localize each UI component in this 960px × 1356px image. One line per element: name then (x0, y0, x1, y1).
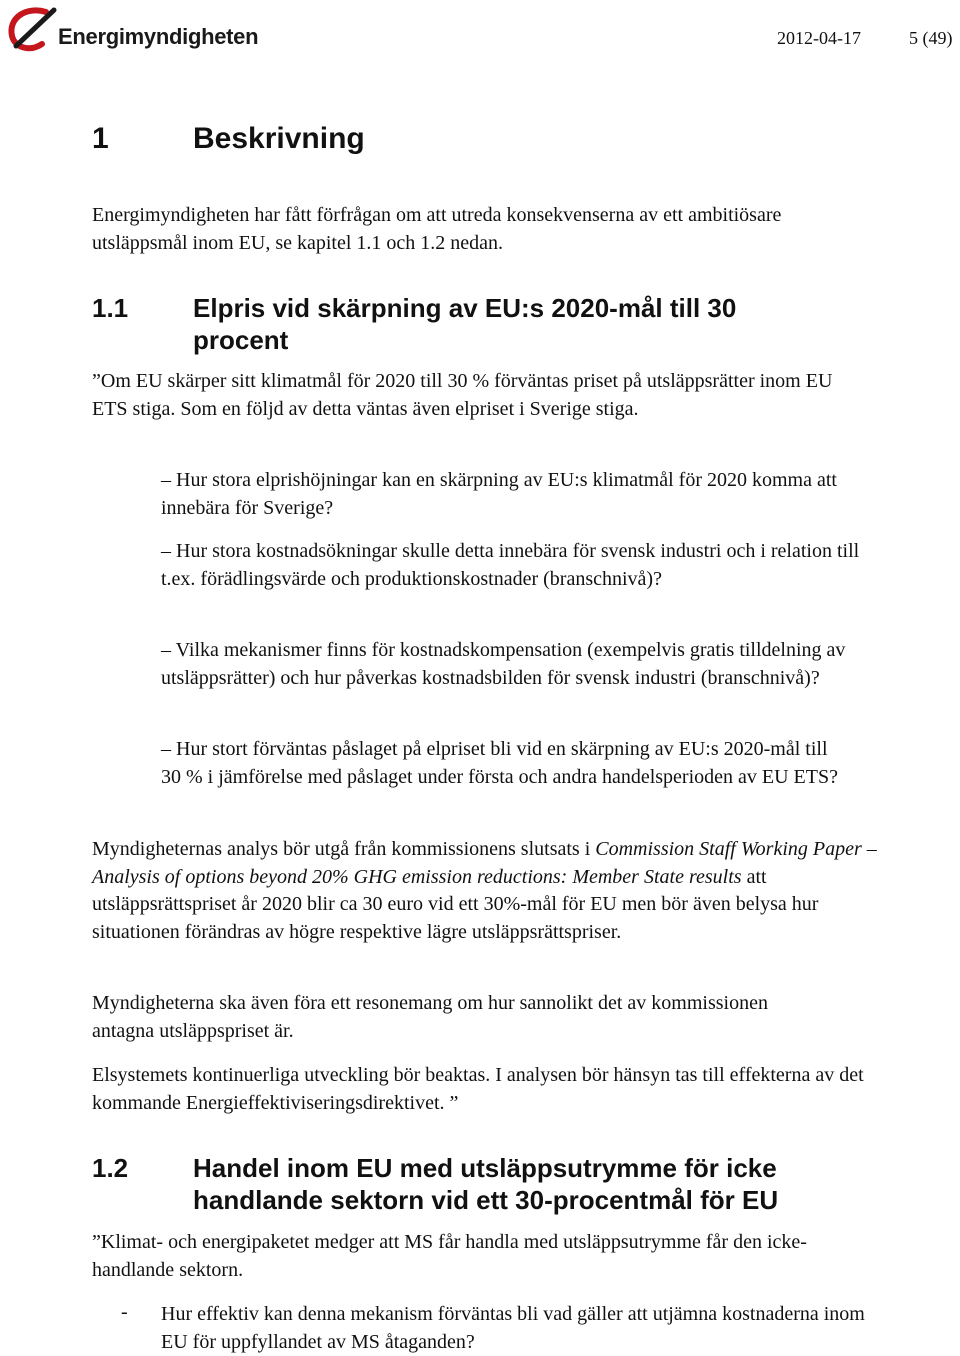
section-number: 1.1 (92, 293, 129, 323)
list-item: Hur effektiv kan denna mekanism förväntas bli vad gäller att utjämna kostnaderna inom EU för uppfyllandet av MS åtaganden? (161, 1303, 865, 1353)
logo-swoosh-icon (6, 6, 64, 54)
intro-paragraph: Energimyndigheten har fått förfrågan om att utreda konsekvenserna av ett ambitiösare utsläppsmål inom EU, se kapitel 1.1 och 1.2 nedan. (92, 204, 782, 254)
paragraph: Elsystemets kontinuerliga utveckling bör beaktas. I analysen bör hänsyn tas till effekterna av det kommande Energieffektiviseringsdirektivet. ” (92, 1064, 864, 1114)
list-item: – Hur stora kostnadsökningar skulle detta innebära för svensk industri och i relation till t.ex. förädlingsvärde och produktionskostnader (branschnivå)? (161, 540, 860, 590)
section-title: Beskrivning (193, 122, 365, 155)
analysis-paragraph: Myndigheternas analys bör utgå från kommissionens slutsats i Commission Staff Working Paper – Analysis of options beyond 20% GHG emission reductions: Member State results att utsläppsrättspriset år 2020 blir ca 30 euro vid ett 30%-mål för EU men bör även belysa hur situationen förändras av högre respektive lägre utsläppsrättspriser. (92, 838, 877, 943)
section-number: 1 (92, 122, 109, 155)
section-number: 1.2 (92, 1153, 129, 1183)
quote-paragraph: ”Klimat- och energipaketet medger att MS får handla med utsläppsutrymme får den icke-handlande sektorn. (92, 1231, 807, 1281)
energimyndigheten-logo (6, 6, 258, 54)
list-dash: - (121, 1301, 128, 1323)
page-number: 5 (49) (909, 28, 953, 48)
section-title: Elpris vid skärpning av EU:s 2020-mål till 30 procent (193, 293, 737, 355)
list-item: – Vilka mekanismer finns för kostnadskompensation (exempelvis gratis tilldelning av utsläppsrätter) och hur påverkas kostnadsbilden för svensk industri (branschnivå)? (161, 639, 846, 689)
section-title: Handel inom EU med utsläppsutrymme för icke handlande sektorn vid ett 30-procentmål för EU (193, 1153, 779, 1215)
list-item: – Hur stort förväntas påslaget på elpriset bli vid en skärpning av EU:s 2020-mål till 30 % i jämförelse med påslaget under första och andra handelsperioden av EU ETS? (161, 738, 838, 788)
document-title-italic: Commission Staff Working Paper – Analysis of options beyond 20% GHG emission reductions: Member State results (92, 838, 877, 888)
document-date: 2012-04-17 (777, 28, 861, 48)
paragraph: Myndigheterna ska även föra ett resonemang om hur sannolikt det av kommissionen antagna utsläppspriset är. (92, 992, 768, 1042)
quote-paragraph: ”Om EU skärper sitt klimatmål för 2020 till 30 % förväntas priset på utsläppsrätter inom EU ETS stiga. Som en följd av detta väntas även elpriset i Sverige stiga. (92, 370, 833, 420)
list-item: – Hur stora elprishöjningar kan en skärpning av EU:s klimatmål för 2020 komma att innebära för Sverige? (161, 469, 837, 519)
logo-wordmark: Energimyndigheten (58, 24, 259, 49)
